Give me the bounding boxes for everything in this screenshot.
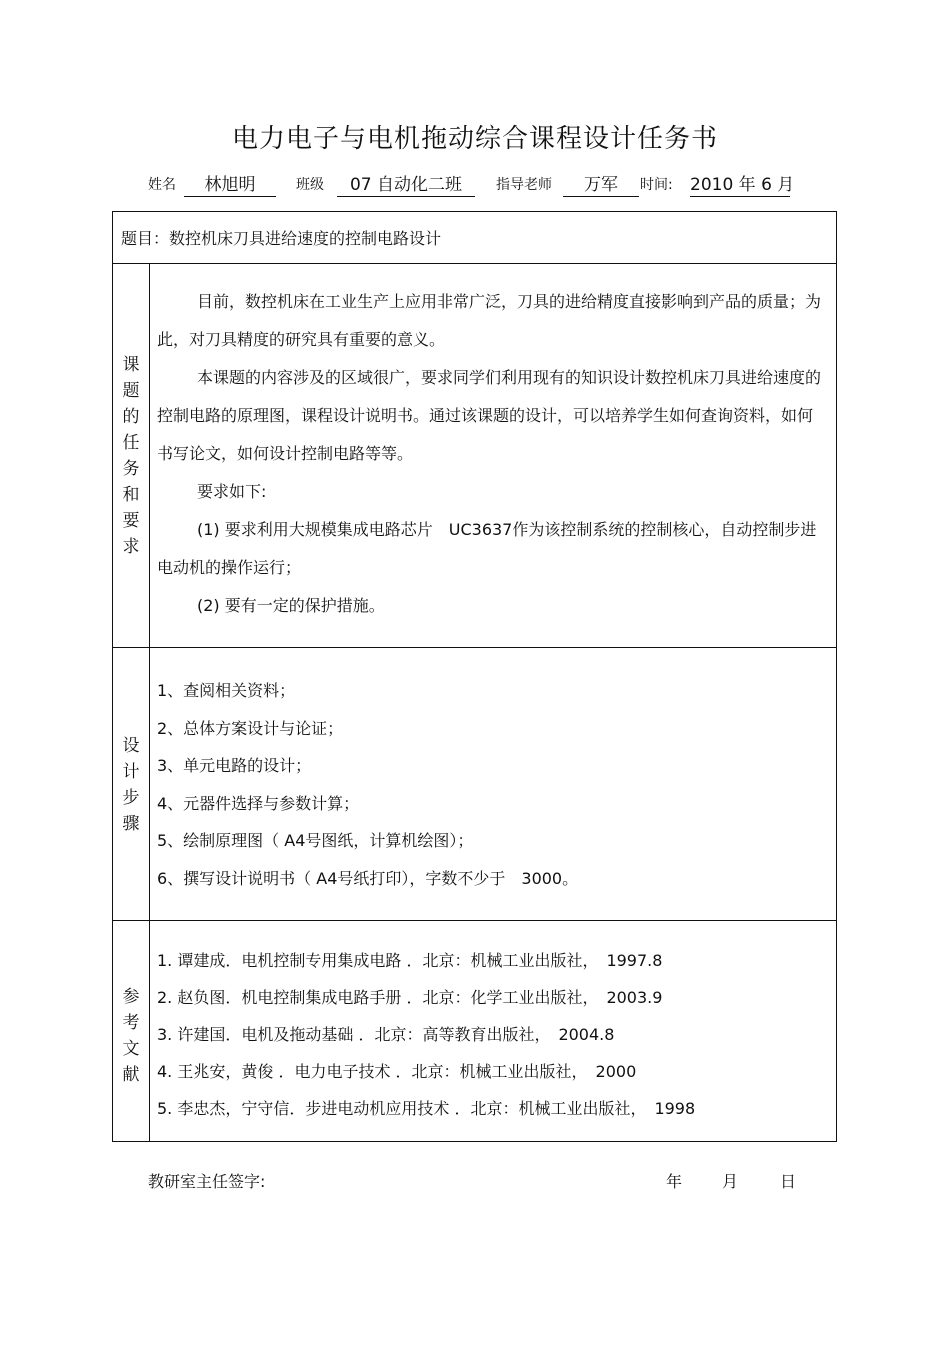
- task-paragraph: 目前，数控机床在工业生产上应用非常广泛，刀具的进给精度直接影响到产品的质量；为此，对刀具精度的研究具有重要的意义。: [157, 292, 822, 349]
- task-section-label: [113, 352, 149, 560]
- list-item: 5、绘制原理图（ A4号图纸，计算机绘图）；: [157, 831, 474, 850]
- label-char: 的: [122, 407, 140, 427]
- class-value: 07 自动化二班: [337, 174, 475, 197]
- label-char: 步: [122, 788, 140, 808]
- list-item: 3、单元电路的设计；: [157, 756, 312, 775]
- task-table: [112, 211, 837, 1142]
- list-item: 1、查阅相关资料；: [157, 681, 296, 700]
- label-char: 题: [122, 381, 140, 401]
- document-title: 电力电子与电机拖动综合课程设计任务书: [231, 124, 718, 154]
- label-char: 设: [122, 736, 140, 756]
- label-char: 考: [122, 1013, 140, 1033]
- row-divider: [113, 920, 836, 921]
- date-day-label: 日: [780, 1172, 797, 1191]
- reference-item: 2. 赵负图．机电控制集成电路手册 ．北京：化学工业出版社， 2003.9: [157, 988, 663, 1007]
- task-paragraph: 本课题的内容涉及的区域很广，要求同学们利用现有的知识设计数控机床刀具进给速度的控制电路的原理图，课程设计说明书。通过该课题的设计，可以培养学生如何查询资料，如何书写论文，如何设计控制电路等等。: [157, 368, 822, 463]
- name-value: 林旭明: [184, 174, 276, 197]
- time-value: 2010 年 6 月: [690, 175, 795, 195]
- label-char: 参: [122, 987, 140, 1007]
- name-label: 姓名: [148, 177, 176, 193]
- teacher-value: 万军: [563, 174, 639, 197]
- row-divider: [113, 647, 836, 648]
- reference-item: 1. 谭建成．电机控制专用集成电路 ．北京：机械工业出版社， 1997.8: [157, 951, 663, 970]
- topic-text: 题目：数控机床刀具进给速度的控制电路设计: [121, 229, 442, 248]
- signature-label: 教研室主任签字:: [148, 1172, 266, 1191]
- steps-list: [157, 672, 822, 897]
- time-label: 时间:: [640, 177, 673, 193]
- label-char: 课: [122, 355, 140, 375]
- class-label: 班级: [296, 177, 324, 193]
- label-char: 计: [122, 762, 140, 782]
- references-list: [157, 942, 822, 1127]
- teacher-label: 指导老师: [496, 177, 552, 193]
- label-char: 和: [122, 485, 140, 505]
- list-item: 2、总体方案设计与论证；: [157, 718, 344, 738]
- label-char: 求: [122, 537, 140, 557]
- task-content: [157, 283, 822, 625]
- list-item: 4、元器件选择与参数计算；: [157, 793, 360, 813]
- list-item: 6、撰写设计说明书（ A4号纸打印），字数不少于 3000。: [157, 868, 579, 888]
- reference-item: 4. 王兆安，黄俊 ．电力电子技术 ．北京：机械工业出版社， 2000: [157, 1062, 637, 1081]
- reference-item: 3. 许建国．电机及拖动基础 ．北京：高等教育出版社， 2004.8: [157, 1025, 615, 1044]
- task-paragraph: (1) 要求利用大规模集成电路芯片 UC3637作为该控制系统的控制核心，自动控制步进电动机的操作运行；: [157, 520, 817, 577]
- label-char: 文: [122, 1039, 140, 1059]
- column-divider: [149, 263, 150, 1142]
- date-month-label: 月: [722, 1172, 739, 1191]
- label-char: 骤: [122, 814, 140, 834]
- task-paragraph: (2) 要有一定的保护措施。: [197, 596, 385, 615]
- row-divider: [113, 263, 836, 264]
- label-char: 务: [122, 459, 140, 479]
- label-char: 要: [122, 511, 140, 531]
- header-info-row: [0, 174, 950, 198]
- label-char: 献: [122, 1065, 140, 1085]
- label-char: 任: [122, 433, 140, 453]
- steps-section-label: [113, 733, 149, 837]
- task-paragraph: 要求如下:: [197, 482, 267, 501]
- date-year-label: 年: [666, 1172, 683, 1191]
- refs-section-label: [113, 984, 149, 1088]
- reference-item: 5. 李忠杰，宁守信．步进电动机应用技术 ．北京：机械工业出版社， 1998: [157, 1099, 696, 1118]
